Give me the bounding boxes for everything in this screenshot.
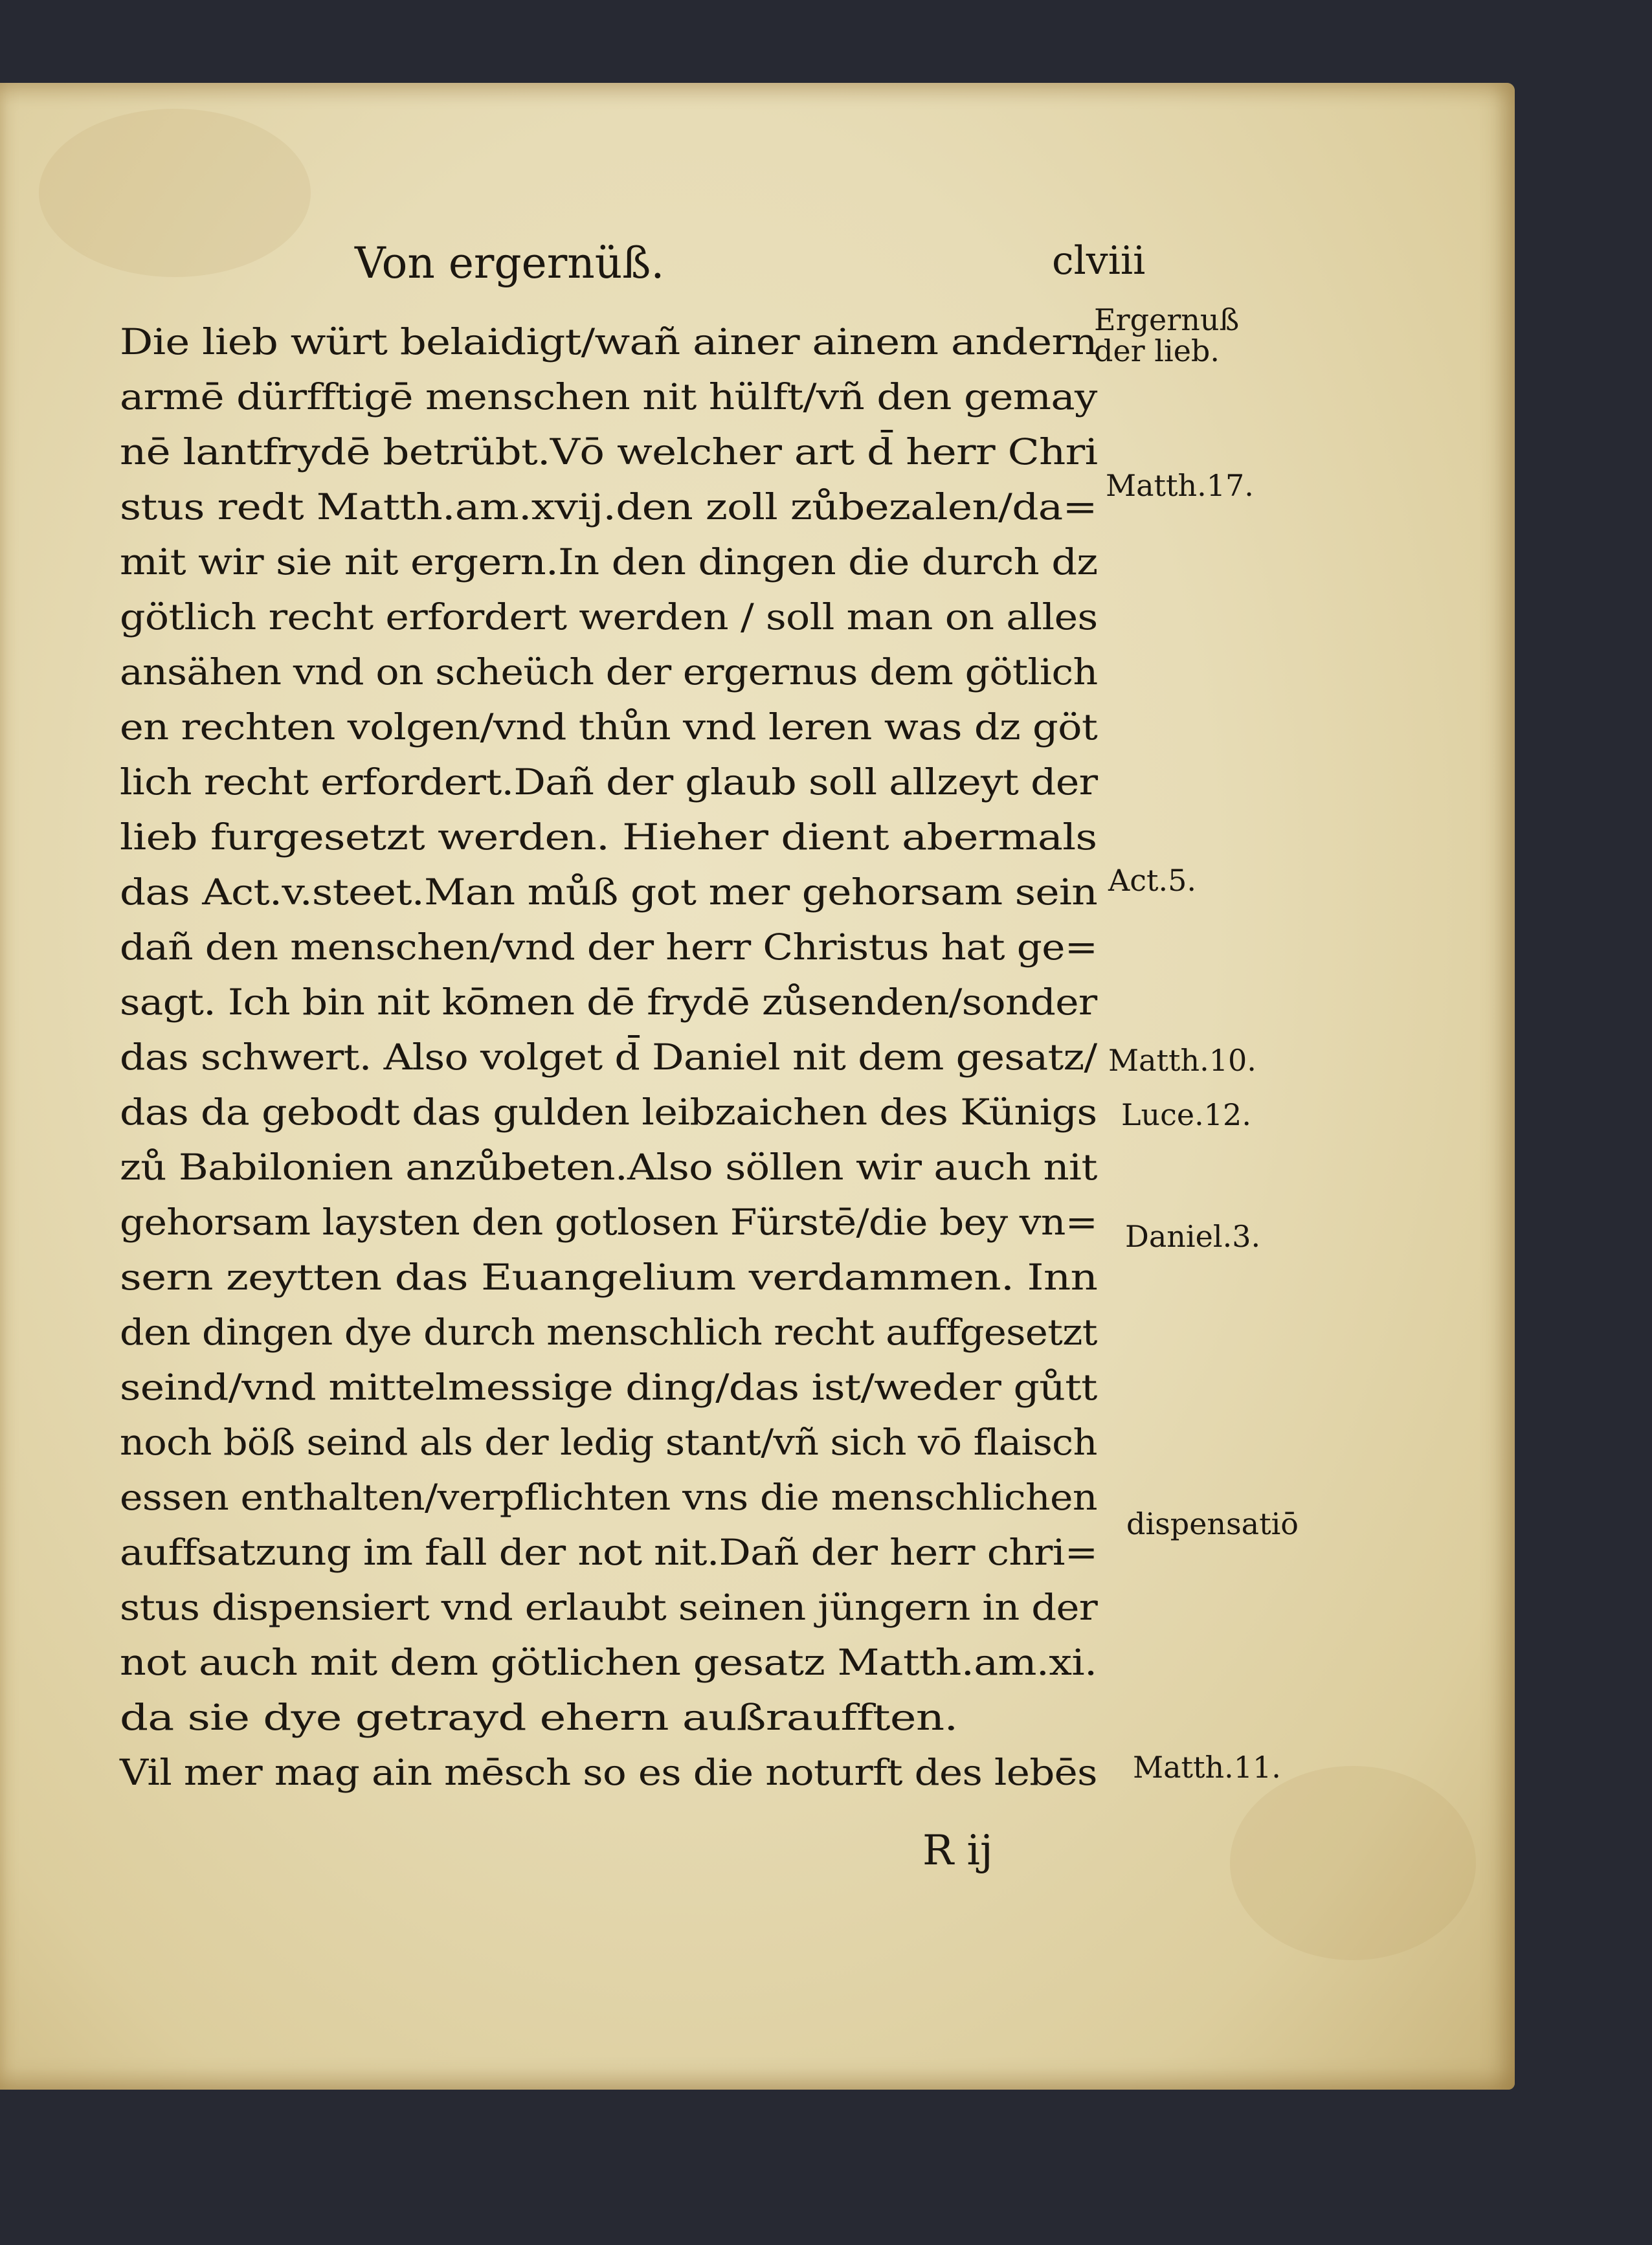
running-title: Von ergernüß. xyxy=(355,238,665,288)
text-line: den dingen dye durch menschlich recht auffgesetzt xyxy=(120,1312,1097,1353)
text-line: gehorsam laysten den gotlosen Fürstē/die bey vn= xyxy=(120,1201,1098,1243)
paper-stain xyxy=(39,109,311,277)
text-line: auffsatzung im fall der not nit.Dañ der herr chri= xyxy=(120,1532,1098,1573)
text-line: das da gebodt das gulden leibzaichen des Künigs xyxy=(120,1091,1097,1133)
text-line: sagt. Ich bin nit kōmen dē frydē zůsenden/sonder xyxy=(120,981,1097,1023)
text-line: armē dürfftigē menschen nit hülft/vñ den gemay xyxy=(120,376,1097,418)
text-line: essen enthalten/verpflichten vns die menschlichen xyxy=(120,1477,1097,1518)
text-line: da sie dye getrayd ehern außraufften. xyxy=(120,1697,958,1738)
paper-stain xyxy=(1230,1766,1476,1960)
text-line: lich recht erfordert.Dañ der glaub soll allzeyt der xyxy=(120,761,1098,803)
text-line: nē lantfrydē betrübt.Vō welcher art d̄ herr Chri xyxy=(120,431,1098,473)
folio-number: clviii xyxy=(1052,238,1146,284)
margin-note: Ergernuß der lieb. xyxy=(1094,302,1240,369)
margin-note: Matth.11. xyxy=(1133,1750,1281,1785)
text-line: das Act.v.steet.Man můß got mer gehorsam sein xyxy=(120,871,1098,913)
text-line: Vil mer mag ain mēsch so es die noturft des lebēs xyxy=(120,1752,1097,1793)
signature-mark: R ij xyxy=(922,1827,993,1875)
margin-note: Luce.12. xyxy=(1121,1097,1251,1132)
text-line: stus dispensiert vnd erlaubt seinen jüngern in der xyxy=(120,1587,1098,1628)
text-line: dañ den menschen/vnd der herr Christus hat ge= xyxy=(120,926,1098,968)
text-line: noch böß seind als der ledig stant/vñ sich vō flaisch xyxy=(120,1422,1097,1463)
text-line: lieb furgesetzt werden. Hieher dient abermals xyxy=(120,816,1097,858)
text-line: mit wir sie nit ergern.In den dingen die durch dz xyxy=(120,541,1098,583)
text-line: sern zeytten das Euangelium verdammen. Inn xyxy=(120,1257,1098,1298)
margin-note: Matth.17. xyxy=(1106,468,1254,503)
text-line: Die lieb würt belaidigt/wañ ainer ainem andern xyxy=(120,321,1097,363)
margin-note: Matth.10. xyxy=(1108,1043,1256,1078)
text-line: götlich recht erfordert werden / soll man on alles xyxy=(120,596,1098,638)
text-line: stus redt Matth.am.xvij.den zoll zůbezalen/da= xyxy=(120,486,1097,528)
margin-note: Act.5. xyxy=(1108,863,1196,898)
text-line: das schwert. Also volget d̄ Daniel nit dem gesatz/ xyxy=(120,1036,1097,1078)
text-line: seind/vnd mittelmessige ding/das ist/weder gůtt xyxy=(120,1367,1097,1408)
text-line: ansähen vnd on scheüch der ergernus dem götlich xyxy=(120,651,1098,693)
text-line: zů Babilonien anzůbeten.Also söllen wir auch nit xyxy=(120,1146,1097,1188)
margin-note: Daniel.3. xyxy=(1125,1219,1261,1254)
text-line: en rechten volgen/vnd thůn vnd leren was dz göt xyxy=(120,706,1098,748)
text-line: not auch mit dem götlichen gesatz Matth.am.xi. xyxy=(120,1642,1097,1683)
margin-note: dispensatiō xyxy=(1126,1506,1299,1541)
